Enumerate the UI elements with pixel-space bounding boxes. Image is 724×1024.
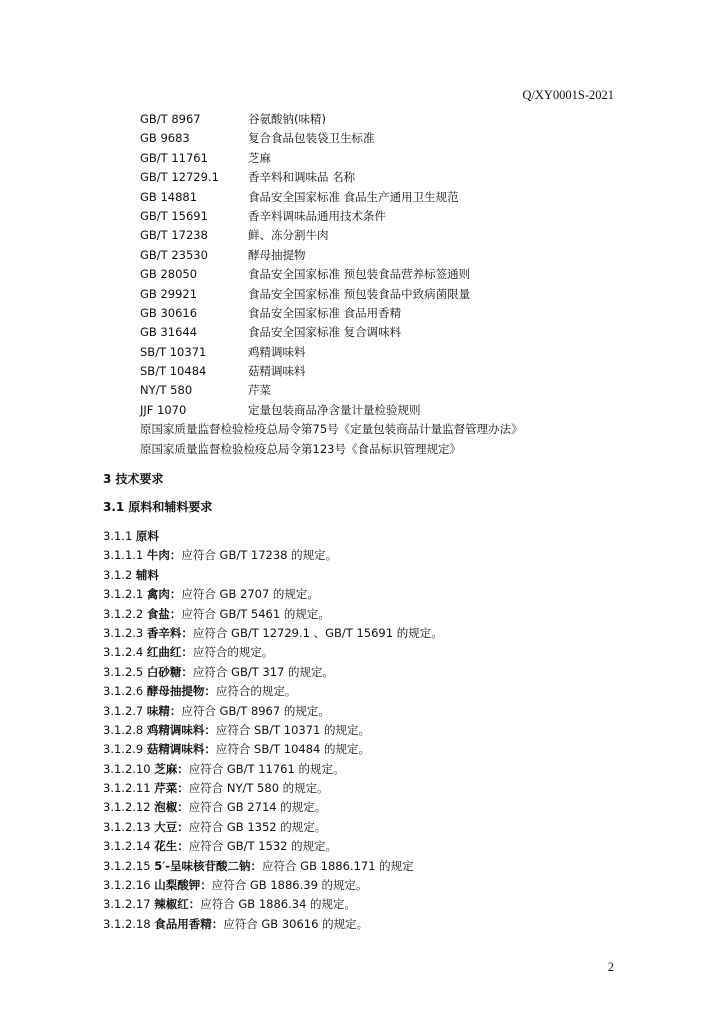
regulation-order: 原国家质量监督检验检疫总局令第123号《食品标识管理规定》 xyxy=(140,441,461,456)
clause-requirement: 应符合 SB/T 10484 的规定。 xyxy=(215,742,371,757)
reference-code: SB/T 10484 xyxy=(140,364,207,379)
clause-line xyxy=(103,934,643,953)
clause-line xyxy=(103,818,643,837)
reference-row xyxy=(140,362,640,381)
reference-title: 定量包装商品净含量计量检验规则 xyxy=(248,402,421,417)
reference-title: 食品安全国家标准 食品用香精 xyxy=(248,305,402,320)
reference-row xyxy=(140,168,640,187)
clause-number: 3.1.1 xyxy=(103,529,136,543)
clause-requirement: 应符合 GB 30616 的规定。 xyxy=(223,916,369,931)
reference-row xyxy=(140,401,640,420)
clause-number: 3.1.1.1 xyxy=(103,548,147,563)
clause-requirement: 应符合 GB 1886.171 的规定 xyxy=(262,858,414,873)
reference-code: GB 29921 xyxy=(140,286,198,301)
clause-number: 3.1.2.4 xyxy=(103,645,147,660)
reference-code: NY/T 580 xyxy=(140,383,193,398)
clause-line xyxy=(103,682,643,701)
clause-requirement: 应符合的规定。 xyxy=(192,645,274,660)
reference-code: SB/T 10371 xyxy=(140,344,207,359)
clause-item-name: 禽肉： xyxy=(146,587,182,602)
clause-number: 3.1.2.1 xyxy=(103,587,147,602)
clause-item-name: 菇精调味料： xyxy=(146,742,216,757)
reference-row xyxy=(140,343,640,362)
clause-line xyxy=(103,702,643,721)
clause-number: 3.1.2.15 xyxy=(103,858,155,873)
clause-line xyxy=(103,566,643,585)
reference-row xyxy=(140,323,640,342)
reference-code: GB/T 23530 xyxy=(140,247,208,262)
clause-number: 3.1.2 xyxy=(103,567,136,582)
clause-item-name: 5′-呈味核苷酸二钠： xyxy=(154,858,263,873)
section-heading-technical-requirements: 3 技术要求 xyxy=(103,472,164,486)
clause-line xyxy=(103,624,643,643)
clause-number: 3.1.2.12 xyxy=(103,800,155,815)
clause-number: 3.1.2.18 xyxy=(103,916,155,931)
clause-requirement: 应符合的规定。 xyxy=(215,684,297,699)
clause-line xyxy=(103,585,643,604)
clause-item-name: 山梨酸钾： xyxy=(154,878,212,893)
reference-row xyxy=(140,226,640,245)
clause-item-name: 香辛料： xyxy=(146,625,193,640)
reference-title: 食品安全国家标准 复合调味料 xyxy=(248,325,402,340)
clause-line xyxy=(103,643,643,662)
reference-code: GB/T 15691 xyxy=(140,208,208,223)
reference-code: GB 14881 xyxy=(140,189,198,204)
clause-item-name: 酵母抽提物： xyxy=(146,684,216,699)
reference-title: 酵母抽提物 xyxy=(248,247,306,262)
clause-item-name: 食盐： xyxy=(146,606,182,621)
clause-line xyxy=(103,605,643,624)
reference-code: GB 28050 xyxy=(140,267,198,282)
clause-line xyxy=(103,663,643,682)
clause-requirement: 应符合 GB 1886.34 的规定。 xyxy=(200,897,357,912)
clause-number: 3.1.2.2 xyxy=(103,606,147,621)
clause-item-name: 牛肉： xyxy=(146,548,182,563)
clause-requirement: 应符合 GB 2707 的规定。 xyxy=(181,587,319,602)
reference-title: 芝麻 xyxy=(248,150,271,165)
clause-number: 3.1.2.5 xyxy=(103,664,147,679)
clause-item-name: 大豆： xyxy=(154,819,189,834)
clause-line xyxy=(103,798,643,817)
clause-number: 3.1.2.9 xyxy=(103,742,147,757)
reference-row xyxy=(140,129,640,148)
reference-code: JJF 1070 xyxy=(140,402,187,417)
page-number: 2 xyxy=(607,960,614,974)
reference-title: 谷氨酸钠(味精) xyxy=(248,112,326,126)
clause-number: 3.1.2.8 xyxy=(103,722,147,737)
clause-requirement: 应符合 GB/T 11761 的规定。 xyxy=(188,761,345,776)
clause-number: 3.1.2.13 xyxy=(103,819,155,834)
clause-requirement: 应符合 GB/T 1532 的规定。 xyxy=(188,839,338,854)
reference-title: 食品安全国家标准 预包装食品中致病菌限量 xyxy=(248,286,471,301)
reference-title: 芹菜 xyxy=(248,383,271,398)
reference-title: 香辛料和调味品 名称 xyxy=(248,170,356,185)
reference-title: 菇精调味料 xyxy=(248,364,306,379)
clause-line xyxy=(103,546,643,565)
reference-title: 食品安全国家标准 预包装食品营养标签通则 xyxy=(248,267,471,282)
clause-item-name: 芝麻： xyxy=(154,761,189,776)
clause-number: 3.1.2.11 xyxy=(103,781,155,796)
clause-item-name: 辅料 xyxy=(135,567,159,582)
clause-requirement: 应符合 GB/T 12729.1 、GB/T 15691 的规定。 xyxy=(192,625,443,640)
material-clauses xyxy=(103,527,643,954)
reference-title: 香辛料调味品通用技术条件 xyxy=(248,208,386,223)
clause-requirement: 应符合 GB/T 17238 的规定。 xyxy=(181,548,338,563)
reference-code: GB/T 17238 xyxy=(140,228,208,243)
clause-requirement: 应符合 GB/T 8967 的规定。 xyxy=(181,703,330,718)
reference-row xyxy=(140,149,640,168)
clause-requirement: 应符合 SB/T 10371 的规定。 xyxy=(215,722,371,737)
clause-line xyxy=(103,915,643,934)
clause-item-name: 红曲红： xyxy=(146,645,193,660)
clause-item-name: 味精： xyxy=(146,703,182,718)
reference-row xyxy=(140,265,640,284)
reference-code: GB 30616 xyxy=(140,305,198,320)
reference-code: GB/T 12729.1 xyxy=(140,170,219,185)
clause-line xyxy=(103,837,643,856)
normative-references xyxy=(140,110,640,459)
reference-code: GB/T 11761 xyxy=(140,150,208,165)
clause-requirement: 应符合 GB/T 317 的规定。 xyxy=(192,664,335,679)
reference-row xyxy=(140,381,640,400)
clause-line xyxy=(103,527,643,546)
clause-requirement: 应符合 GB/T 5461 的规定。 xyxy=(181,606,330,621)
clause-number: 3.1.2.14 xyxy=(103,839,155,854)
reference-title: 复合食品包装袋卫生标准 xyxy=(248,131,375,146)
clause-requirement: 应符合 GB 1352 的规定。 xyxy=(188,819,327,834)
clause-line xyxy=(103,876,643,895)
reference-row xyxy=(140,304,640,323)
clause-item-name: 花生： xyxy=(154,839,189,854)
reference-title: 食品安全国家标准 食品生产通用卫生规范 xyxy=(248,189,459,204)
reference-title: 鲜、冻分割牛肉 xyxy=(248,228,329,243)
reference-row xyxy=(140,188,640,207)
reference-row xyxy=(140,285,640,304)
clause-number: 3.1.2.6 xyxy=(103,684,147,699)
clause-requirement: 应符合 GB 1886.39 的规定。 xyxy=(211,878,368,893)
clause-number: 3.1.2.17 xyxy=(103,897,155,912)
clause-line xyxy=(103,857,643,876)
reference-row xyxy=(140,246,640,265)
clause-line xyxy=(103,721,643,740)
clause-item-name: 原料 xyxy=(135,529,159,543)
reference-code: GB/T 8967 xyxy=(140,112,201,126)
regulation-order: 原国家质量监督检验检疫总局令第75号《定量包装商品计量监督管理办法》 xyxy=(140,422,523,437)
reference-code: GB 9683 xyxy=(140,131,190,146)
clause-item-name: 白砂糖： xyxy=(146,664,193,679)
reference-title: 鸡精调味料 xyxy=(248,344,306,359)
clause-item-name: 食品用香精： xyxy=(154,916,224,931)
clause-number: 3.1.2.7 xyxy=(103,703,147,718)
clause-number: 3.1.2.3 xyxy=(103,625,147,640)
clause-number: 3.1.2.10 xyxy=(103,761,155,776)
clause-number: 3.1.2.16 xyxy=(103,878,155,893)
reference-row xyxy=(140,110,640,129)
subsection-heading-materials: 3.1 原料和辅料要求 xyxy=(103,500,213,514)
clause-item-name: 辣椒红： xyxy=(154,897,201,912)
clause-line xyxy=(103,740,643,759)
clause-line xyxy=(103,779,643,798)
clause-requirement: 应符合 GB 2714 的规定。 xyxy=(188,800,327,815)
reference-code: GB 31644 xyxy=(140,325,198,340)
reference-row xyxy=(140,207,640,226)
document-code: Q/XY0001S-2021 xyxy=(522,88,614,102)
clause-line xyxy=(103,760,643,779)
clause-requirement: 应符合 NY/T 580 的规定。 xyxy=(188,781,329,796)
clause-item-name: 鸡精调味料： xyxy=(146,722,216,737)
clause-item-name: 芹菜： xyxy=(154,781,189,796)
clause-line xyxy=(103,895,643,914)
clause-item-name: 泡椒： xyxy=(154,800,189,815)
